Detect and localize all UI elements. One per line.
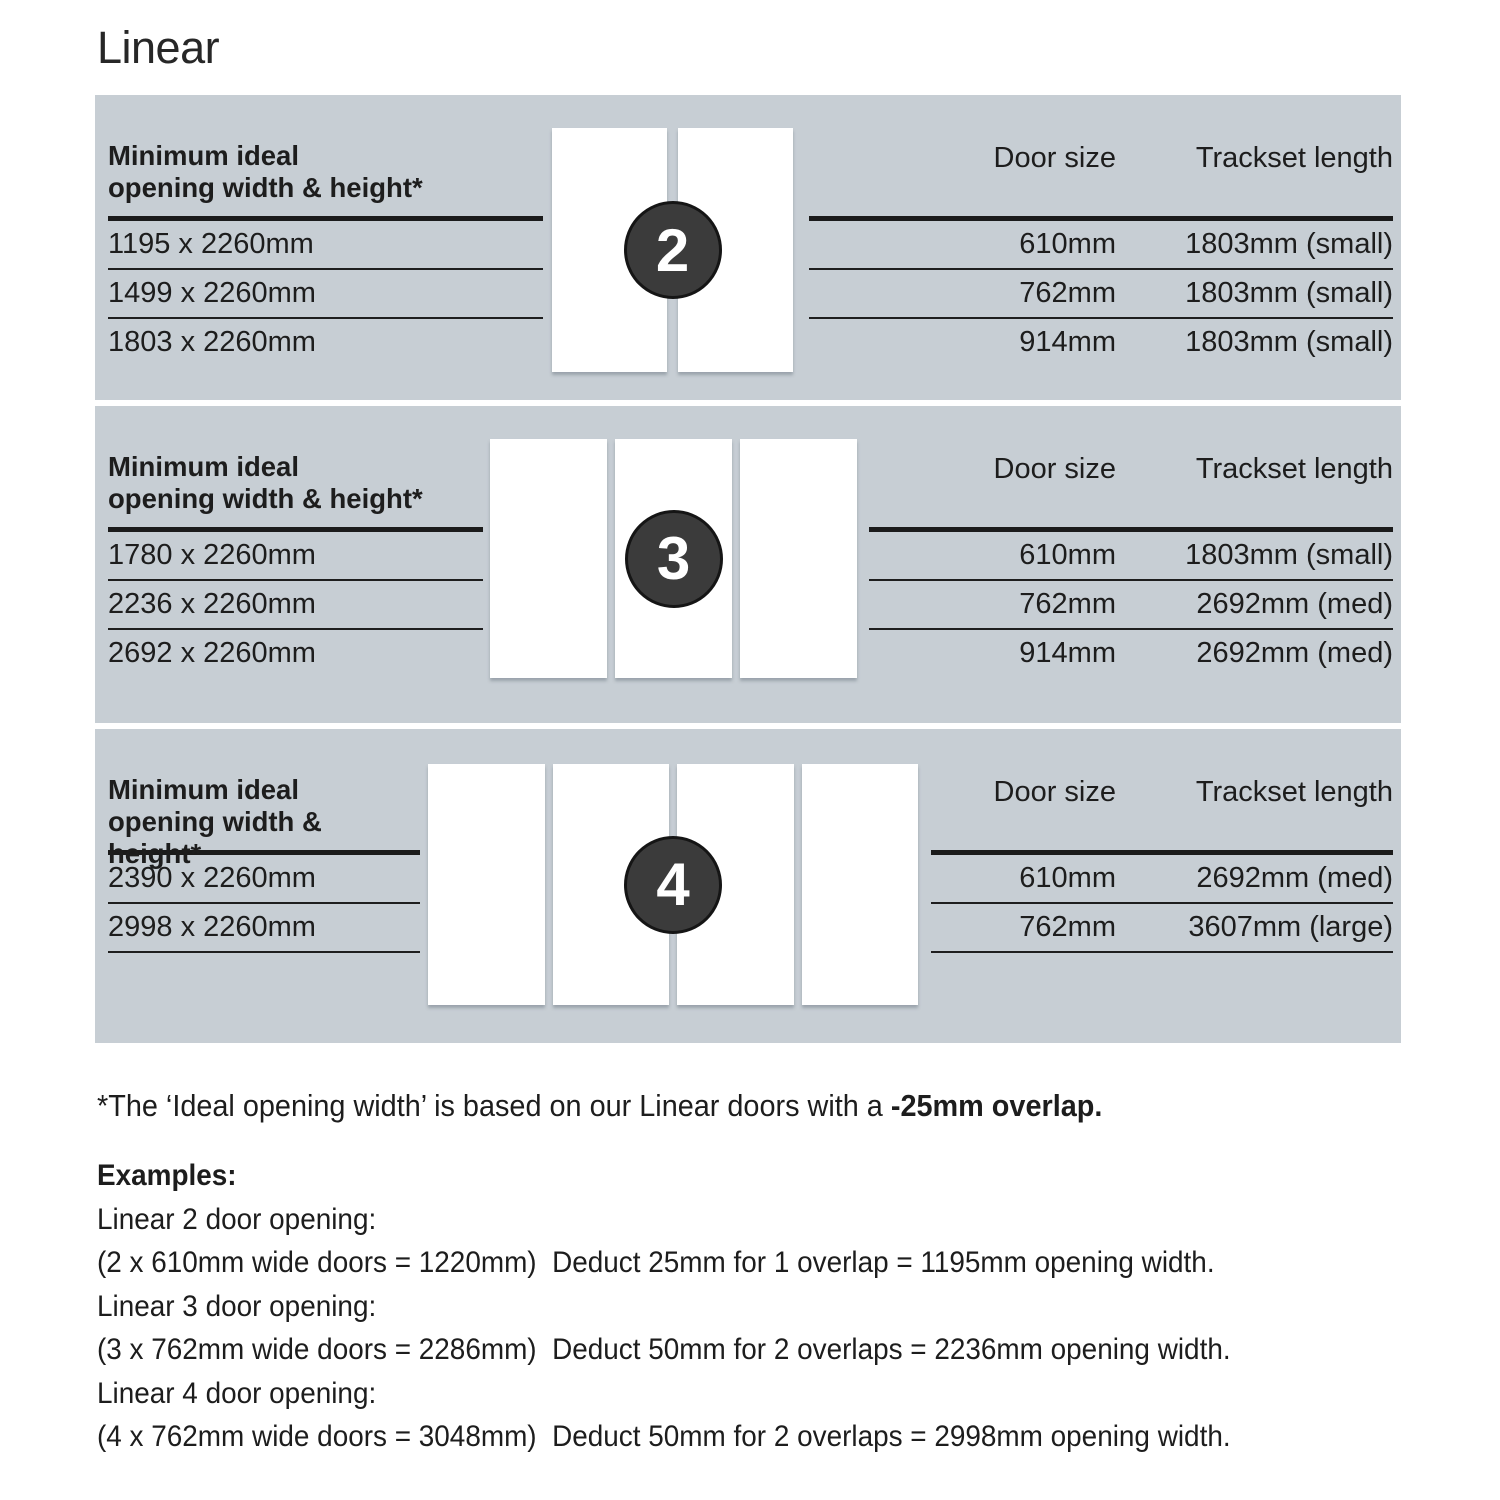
- opening-size-row: 2692 x 2260mm: [108, 637, 316, 669]
- doors-illustration-4: [428, 764, 918, 1005]
- section-linear-4-door: [95, 729, 1401, 1043]
- door-size-value: 610mm: [1019, 539, 1116, 571]
- size-table-header: [809, 140, 1393, 216]
- examples-heading: Examples:: [97, 1159, 237, 1192]
- spec-row: [869, 532, 1393, 581]
- example-line: Linear 3 door opening:: [97, 1289, 377, 1323]
- door-size-value: 762mm: [1019, 588, 1116, 620]
- door-size-value: 610mm: [1019, 228, 1116, 260]
- door-size-value: 914mm: [1019, 326, 1116, 358]
- trackset-length-header: Trackset length: [1195, 776, 1393, 808]
- door-size-header: Door size: [993, 142, 1116, 174]
- example-line: (3 x 762mm wide doors = 2286mm) Deduct 50mm for 2 overlaps = 2236mm opening width.: [97, 1333, 1231, 1366]
- example-line: (2 x 610mm wide doors = 1220mm) Deduct 25mm for 1 overlap = 1195mm opening width.: [97, 1246, 1215, 1279]
- spec-panel: [95, 95, 1401, 1043]
- door-size-value: 762mm: [1019, 277, 1116, 309]
- trackset-length-value: 1803mm (small): [1185, 326, 1393, 358]
- trackset-length-value: 1803mm (small): [1185, 539, 1393, 571]
- trackset-length-value: 2692mm (med): [1196, 588, 1393, 620]
- door-size-value: 914mm: [1019, 637, 1116, 669]
- examples-block: [97, 1154, 1231, 1459]
- trackset-length-header: Trackset length: [1195, 453, 1393, 485]
- example-line: (4 x 762mm wide doors = 3048mm) Deduct 50mm for 2 overlaps = 2998mm opening width.: [97, 1420, 1231, 1453]
- trackset-length-value: 2692mm (med): [1196, 862, 1393, 894]
- min-opening-column: [108, 140, 543, 366]
- spec-row: [809, 270, 1393, 319]
- min-opening-column: [108, 774, 420, 953]
- footnote-text: *The ‘Ideal opening width’ is based on our Linear doors with a: [97, 1088, 891, 1123]
- opening-size-row: 2390 x 2260mm: [108, 855, 420, 904]
- spec-row: [931, 904, 1393, 953]
- doors-illustration-3: [490, 439, 857, 678]
- door-panel: [740, 439, 857, 678]
- opening-size-row: 1499 x 2260mm: [108, 270, 543, 319]
- opening-size-row: 1803 x 2260mm: [108, 326, 316, 358]
- opening-size-row: 2998 x 2260mm: [108, 904, 420, 953]
- footnote-bold-text: -25mm overlap.: [890, 1088, 1103, 1123]
- size-table: [931, 774, 1393, 953]
- door-panel: [802, 764, 919, 1005]
- section-linear-2-door: [95, 95, 1401, 400]
- trackset-length-value: 1803mm (small): [1185, 228, 1393, 260]
- door-size-header: Door size: [993, 453, 1116, 485]
- min-opening-header: [108, 140, 543, 204]
- opening-size-row: 2236 x 2260mm: [108, 581, 483, 630]
- size-table-header: [931, 774, 1393, 850]
- trackset-length-value: 1803mm (small): [1185, 277, 1393, 309]
- door-size-value: 610mm: [1019, 862, 1116, 894]
- spec-row: [809, 221, 1393, 270]
- trackset-length-value: 2692mm (med): [1196, 637, 1393, 669]
- door-size-header: Door size: [993, 776, 1116, 808]
- min-opening-header-line2: opening width & height*: [108, 172, 423, 203]
- size-table: [869, 451, 1393, 677]
- page-title: Linear: [97, 22, 220, 73]
- size-table-header: [869, 451, 1393, 527]
- min-opening-header-line1: Minimum ideal: [108, 451, 299, 482]
- spec-row: [869, 630, 1393, 677]
- door-count-badge: 3: [625, 510, 723, 608]
- door-size-value: 762mm: [1019, 911, 1116, 943]
- size-table: [809, 140, 1393, 366]
- min-opening-column: [108, 451, 483, 677]
- door-count-badge: 4: [624, 836, 722, 934]
- trackset-length-header: Trackset length: [1195, 142, 1393, 174]
- doors-illustration-2: [552, 128, 793, 372]
- example-line: Linear 2 door opening:: [97, 1202, 377, 1236]
- min-opening-header-line1: Minimum ideal: [108, 774, 299, 805]
- door-panel: [490, 439, 607, 678]
- min-opening-header-line2: opening width & height*: [108, 483, 423, 514]
- min-opening-header-line2: opening width & height*: [108, 806, 322, 869]
- spec-row: [931, 855, 1393, 904]
- door-count-badge: 2: [624, 201, 722, 299]
- trackset-length-value: 3607mm (large): [1188, 911, 1393, 943]
- example-line: Linear 4 door opening:: [97, 1376, 377, 1410]
- opening-size-row: 1780 x 2260mm: [108, 532, 483, 581]
- opening-size-row: 1195 x 2260mm: [108, 221, 543, 270]
- min-opening-header: [108, 774, 420, 869]
- spec-row: [809, 319, 1393, 366]
- spec-row: [869, 581, 1393, 630]
- door-panel: [428, 764, 545, 1005]
- section-linear-3-door: [95, 406, 1401, 723]
- min-opening-header-line1: Minimum ideal: [108, 140, 299, 171]
- min-opening-header: [108, 451, 483, 515]
- footnote: [97, 1088, 1102, 1124]
